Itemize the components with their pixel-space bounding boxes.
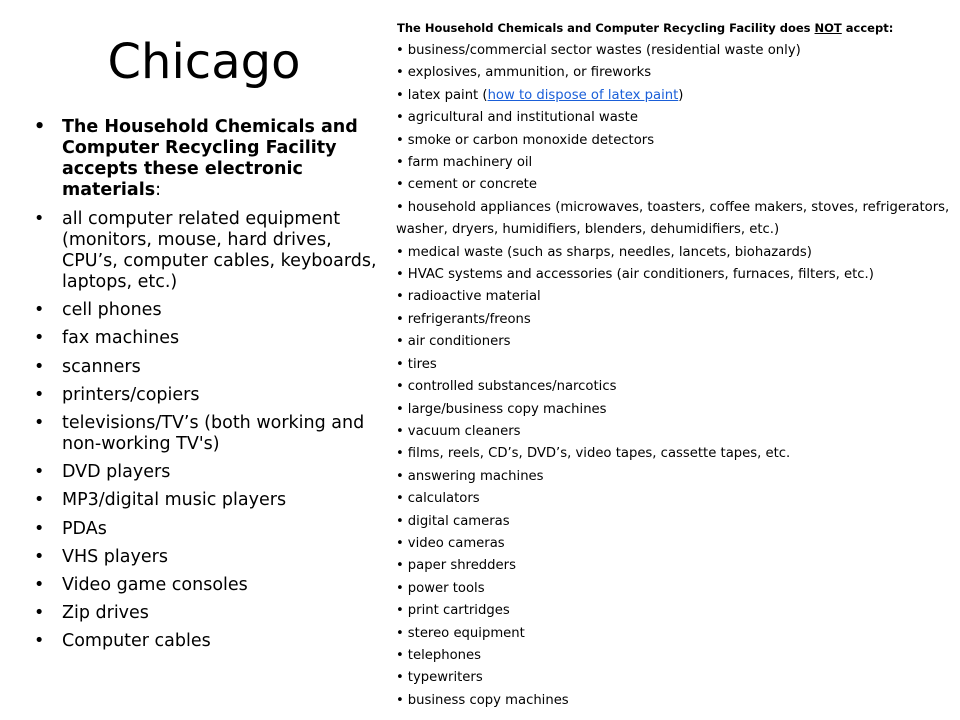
list-item (396, 533, 956, 555)
bullet-icon: • (396, 670, 404, 686)
bullet-icon: • (396, 603, 404, 619)
bullet-icon: • (396, 558, 404, 574)
bullet-icon: • (396, 513, 404, 529)
latex-pre: latex paint ( (407, 87, 488, 103)
list-item (396, 466, 956, 488)
bullet-icon: • (396, 43, 404, 58)
list-item (396, 488, 956, 510)
not-accepted-list (396, 40, 956, 712)
list-item (396, 130, 956, 152)
item-text: tires (407, 356, 437, 372)
bullet-icon: • (396, 379, 404, 395)
item-text: refrigerants/freons (407, 311, 531, 327)
item-text: air conditioners (407, 334, 511, 350)
list-item (396, 107, 956, 129)
bullet-icon: • (396, 132, 404, 148)
item-text: household appliances (microwaves, toasters, coffee makers, stoves, refrigerators, washer, dryers, humidifiers, blenders, dehumidifiers, etc.) (396, 199, 950, 238)
accepted-intro-text: The Household Chemicals and Computer Recycling Facility accepts these electronic materials (62, 117, 358, 200)
list-item (396, 286, 956, 308)
list-item: • all computer related equipment (monitors, mouse, hard drives, CPU’s, computer cables, keyboards, laptops, etc.) (34, 209, 384, 293)
item-text: controlled substances/narcotics (407, 379, 617, 395)
accepted-materials-list (34, 117, 384, 659)
list-item: • Video game consoles (34, 575, 384, 596)
item-text: agricultural and institutional waste (407, 110, 638, 126)
list-item (396, 309, 956, 331)
list-item (396, 667, 956, 689)
item-text: explosives, ammunition, or fireworks (407, 65, 652, 81)
list-item (396, 242, 956, 264)
list-item (396, 197, 956, 242)
bullet-icon: • (396, 446, 404, 462)
item-text: paper shredders (407, 558, 516, 574)
bullet-icon: • (396, 87, 404, 103)
list-item (396, 443, 956, 465)
latex-paint-link[interactable]: how to dispose of latex paint (487, 87, 679, 103)
list-item (396, 174, 956, 196)
list-item: • VHS players (34, 547, 384, 568)
item-text: answering machines (407, 468, 544, 484)
list-item: • televisions/TV’s (both working and non-working TV's) (34, 413, 384, 455)
list-item: • fax machines (34, 328, 384, 349)
latex-post: ) (678, 87, 684, 103)
list-item-latex (396, 85, 956, 107)
list-item: • scanners (34, 357, 384, 378)
item-text: video cameras (407, 535, 505, 551)
bullet-icon: • (396, 423, 404, 439)
bullet-icon: • (396, 289, 404, 305)
list-item: • DVD players (34, 462, 384, 483)
list-item: • Zip drives (34, 603, 384, 624)
bullet-icon: • (396, 647, 404, 663)
bullet-icon: • (396, 491, 404, 507)
item-text: vacuum cleaners (407, 423, 521, 439)
item-text: medical waste (such as sharps, needles, lancets, biohazards) (407, 244, 812, 260)
list-item: • MP3/digital music players (34, 490, 384, 511)
list-item: • PDAs (34, 519, 384, 540)
item-text: typewriters (407, 670, 483, 686)
list-item (396, 421, 956, 443)
bullet-icon: • (396, 311, 404, 327)
list-item (396, 376, 956, 398)
list-item: • cell phones (34, 300, 384, 321)
heading-pre: The Household Chemicals and Computer Recycling Facility does (397, 21, 815, 35)
list-item (396, 600, 956, 622)
bullet-icon: • (396, 267, 404, 283)
bullet-icon: • (396, 625, 404, 641)
heading-post: accept: (841, 21, 894, 35)
item-text: print cartridges (407, 603, 510, 619)
item-text: business copy machines (407, 692, 569, 708)
list-item (396, 645, 956, 667)
list-item (396, 152, 956, 174)
list-item (396, 354, 956, 376)
bullet-icon: • (396, 535, 404, 551)
item-text: telephones (407, 647, 481, 663)
bullet-icon: • (396, 468, 404, 484)
not-accepted-heading (397, 19, 957, 37)
item-text: films, reels, CD’s, DVD’s, video tapes, cassette tapes, etc. (407, 446, 791, 462)
list-item: • Computer cables (34, 631, 384, 652)
item-text: smoke or carbon monoxide detectors (407, 132, 655, 148)
bullet-icon: • (396, 356, 404, 372)
list-item (396, 62, 956, 84)
accepted-intro-colon: : (155, 180, 162, 200)
bullet-icon: • (396, 401, 404, 417)
list-item (396, 511, 956, 533)
page-title: Chicago (107, 34, 301, 90)
bullet-icon: • (396, 244, 404, 260)
item-text: cement or concrete (407, 177, 537, 193)
item-text: business/commercial sector wastes (residential waste only) (407, 43, 801, 58)
bullet-icon: • (396, 692, 404, 708)
bullet-icon: • (396, 580, 404, 596)
accepted-intro (34, 117, 384, 201)
item-text: digital cameras (407, 513, 510, 529)
item-text: farm machinery oil (407, 155, 533, 171)
list-item (396, 40, 956, 62)
item-text: HVAC systems and accessories (air conditioners, furnaces, filters, etc.) (407, 267, 874, 283)
heading-not: NOT (814, 21, 842, 35)
item-text: radioactive material (407, 289, 541, 305)
list-item (396, 264, 956, 286)
bullet-icon: • (396, 334, 404, 350)
list-item (396, 399, 956, 421)
list-item (396, 331, 956, 353)
item-text: power tools (407, 580, 485, 596)
bullet-icon: • (396, 65, 404, 81)
list-item: • printers/copiers (34, 385, 384, 406)
list-item (396, 623, 956, 645)
bullet-icon: • (396, 110, 404, 126)
item-text: large/business copy machines (407, 401, 607, 417)
bullet-icon: • (396, 199, 404, 215)
list-item (396, 690, 956, 712)
list-item (396, 578, 956, 600)
bullet-icon: • (396, 177, 404, 193)
item-text: stereo equipment (407, 625, 525, 641)
list-item (396, 555, 956, 577)
item-text: calculators (407, 491, 480, 507)
bullet-icon: • (396, 155, 404, 171)
